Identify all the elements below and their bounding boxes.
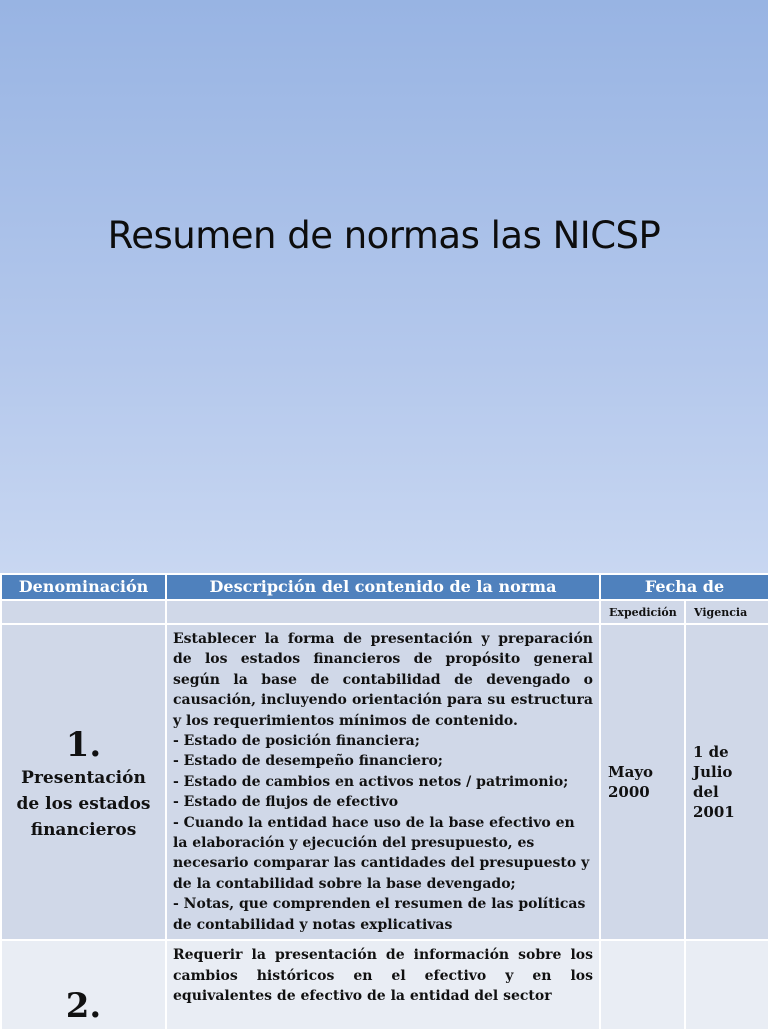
norm-item: - Notas, que comprenden el resumen de las políticas de contabilidad y notas explicativas <box>173 896 586 933</box>
norm-description-intro: Requerir la presentación de información sobre los cambios históricos en el efectivo y en los equivalentes de efectivo de la entidad del sector <box>173 947 593 1004</box>
subheader-empty-1 <box>1 600 166 624</box>
header-denominacion: Denominación <box>1 574 166 600</box>
table-row <box>1 624 768 940</box>
norm-name-cell <box>1 624 166 940</box>
norm-vigencia: 1 de Julio del 2001 <box>685 624 768 940</box>
norm-number: 2. <box>65 986 102 1027</box>
subheader-expedicion: Expedición <box>600 600 685 624</box>
norm-vigencia <box>685 940 768 1030</box>
norms-table <box>0 573 768 1031</box>
norm-description <box>166 940 600 1030</box>
norm-item: - Estado de flujos de efectivo <box>173 794 399 811</box>
norm-description-intro: Establecer la forma de presentación y preparación de los estados financieros de propósito general según la base de contabilidad de devengado o causación, incluyendo orientación para su estructura y los requerimientos mínimos de contenido. <box>173 631 593 729</box>
norm-expedicion: Mayo 2000 <box>600 624 685 940</box>
norm-item: - Estado de cambios en activos netos / patrimonio; <box>173 773 569 790</box>
norm-item: - Estado de posición financiera; <box>173 733 420 750</box>
norm-description <box>166 624 600 940</box>
header-fecha: Fecha de <box>600 574 768 600</box>
subheader-vigencia: Vigencia <box>685 600 768 624</box>
table-subheader-row <box>1 600 768 624</box>
table-header-row <box>1 574 768 600</box>
slide-title: Resumen de normas las NICSP <box>107 214 661 257</box>
norm-name: Presentación de los estados financieros <box>16 768 151 841</box>
norm-name-cell <box>1 940 166 1030</box>
norm-number: 1. <box>65 725 102 766</box>
norm-item: - Estado de desempeño financiero; <box>173 753 443 770</box>
norm-expedicion <box>600 940 685 1030</box>
table-row <box>1 940 768 1030</box>
header-descripcion: Descripción del contenido de la norma <box>166 574 600 600</box>
norm-item: - Cuando la entidad hace uso de la base efectivo en la elaboración y ejecución del presupuesto, es necesario comparar las cantidades del presupuesto y de la contabilidad sobre la base devengado; <box>173 814 590 892</box>
subheader-empty-2 <box>166 600 600 624</box>
